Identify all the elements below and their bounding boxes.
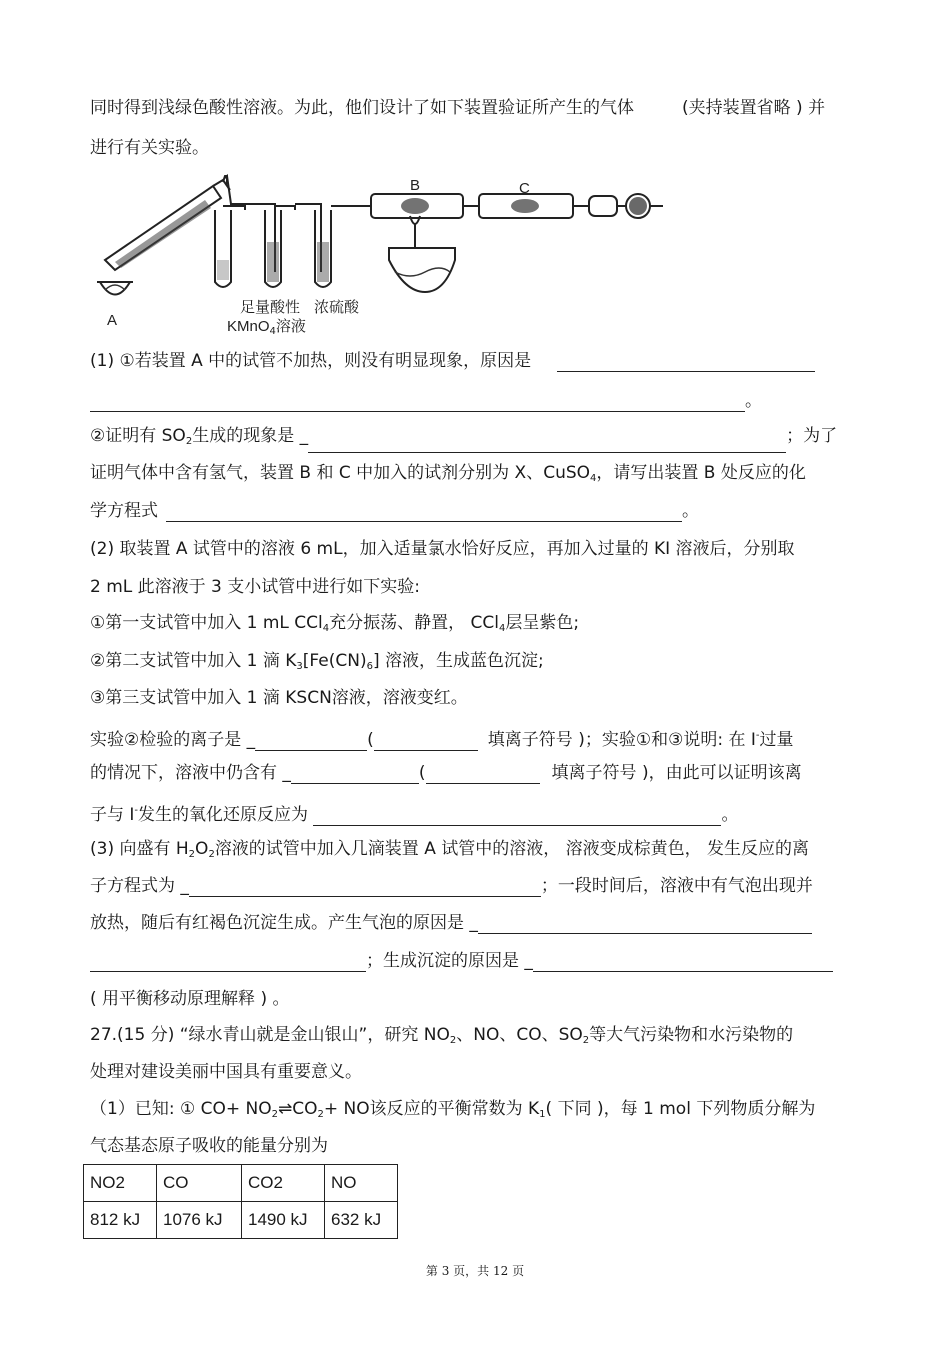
q3-text: (3) 向盛有 H <box>90 839 189 859</box>
equilibrium-arrow-icon: ⇌ <box>277 1099 293 1119</box>
kmno4-subscript: 4 <box>269 326 276 337</box>
q2-exp-3: ③第三支试管中加入 1 滴 KSCN溶液，溶液变红。 <box>90 688 468 708</box>
q2-result-2 <box>90 762 802 784</box>
result2-text: 的情况下，溶液中仍含有 _ <box>90 763 291 783</box>
result1-text: 实验②检验的离子是 _ <box>90 730 256 750</box>
result3-text: 子与 I <box>90 805 135 825</box>
q27-line-3 <box>90 1098 815 1126</box>
answer-blank[interactable] <box>90 393 745 412</box>
q1-line-1 <box>90 350 815 372</box>
subscript: 2 <box>188 849 196 860</box>
answer-blank[interactable] <box>557 353 815 372</box>
q3-line-4 <box>90 950 833 972</box>
q27-eq-text-b: CO <box>292 1099 318 1119</box>
q27-eq-text-d: ( 下同 )，每 1 mol 下列物质分解为 <box>545 1099 816 1119</box>
subscript: 2 <box>449 1035 457 1046</box>
table-row <box>84 1165 398 1202</box>
answer-blank-underline <box>374 732 478 751</box>
q2-line-1: (2) 取装置 A 试管中的溶液 6 mL，加入适量氯水恰好反应，再加入过量的 KI 溶液后，分别取 <box>90 539 795 559</box>
intro-line-1 <box>90 97 825 119</box>
intro-line-2: 进行有关实验。 <box>90 138 209 158</box>
exp2-text: ②第二支试管中加入 1 滴 K <box>90 651 297 671</box>
subscript: 2 <box>271 1109 278 1120</box>
q1-line-4 <box>90 462 806 490</box>
answer-blank[interactable] <box>478 915 812 934</box>
subscript: 4 <box>499 623 506 634</box>
q27-eq-text: （1）已知: ① CO+ NO <box>90 1099 272 1119</box>
q3-text-c: 溶液的试管中加入几滴装置 A 试管中的溶液， 溶液变成棕黄色， 发生反应的离 <box>214 839 810 859</box>
table-cell: 1490 kJ <box>242 1202 325 1239</box>
q1-so2-text-c: ；为了 <box>786 426 838 446</box>
page-footer: 第 3 页，共 12 页 <box>425 1264 525 1278</box>
intro-text-a: 同时得到浅绿色酸性溶液。为此，他们设计了如下装置验证所产生的气体 <box>90 98 634 118</box>
result2-text-b: 填离子符号 )，由此可以证明该离 <box>551 763 802 783</box>
table-cell: 632 kJ <box>325 1202 398 1239</box>
q2-exp-1 <box>90 612 579 640</box>
subscript: 2 <box>317 1109 324 1120</box>
period: 。 <box>682 501 699 521</box>
q27-line-2: 处理对建设美丽中国具有重要意义。 <box>90 1062 362 1082</box>
exp1-text: ①第一支试管中加入 1 mL CCl <box>90 613 323 633</box>
q1-text: (1) ①若装置 A 中的试管不加热，则没有明显现象，原因是 <box>90 351 532 371</box>
answer-blank[interactable] <box>255 732 367 751</box>
subscript: 2 <box>208 849 215 860</box>
answer-blank[interactable] <box>308 434 786 453</box>
q1-so2-text-b: 生成的现象是 _ <box>192 426 309 446</box>
answer-blank[interactable] <box>533 953 833 972</box>
period: 。 <box>745 391 762 411</box>
table-row <box>84 1202 398 1239</box>
table-header-cell: NO <box>325 1165 398 1202</box>
q2-result-3 <box>90 800 738 826</box>
q27-text-b: 、NO、CO、SO <box>456 1025 583 1045</box>
answer-blank[interactable] <box>291 765 419 784</box>
answer-blank[interactable] <box>90 953 366 972</box>
table-cell: 1076 kJ <box>157 1202 242 1239</box>
table-cell: 812 kJ <box>84 1202 157 1239</box>
q1-h2-text-b: ，请写出装置 B 处反应的化 <box>596 463 806 483</box>
q3-bubble-text: 放热，随后有红褐色沉淀生成。产生气泡的原因是 _ <box>90 913 478 933</box>
answer-blank-underline <box>426 765 540 784</box>
q3-text-b: O <box>195 839 209 859</box>
q1-line-2 <box>90 390 762 412</box>
figure-label-b: B <box>410 177 421 194</box>
paren: ( <box>418 763 426 783</box>
superscript: - <box>134 805 139 816</box>
q1-line-5 <box>90 500 699 522</box>
kmno4-solution-text: 溶液 <box>275 317 306 335</box>
intro-text-b: (夹持装置省略 ) 并 <box>682 98 826 118</box>
result1-text-c: 过量 <box>759 730 794 750</box>
q1-equation-text: 学方程式 <box>90 501 158 521</box>
answer-blank[interactable] <box>166 503 682 522</box>
figure-label-kmno4-line2 <box>227 317 306 341</box>
answer-blank[interactable] <box>189 878 541 897</box>
kmno4-formula: KMnO <box>227 318 270 335</box>
q3-line-5: ( 用平衡移动原理解释 ) 。 <box>90 989 290 1009</box>
exp2-text-c: ] 溶液，生成蓝色沉淀; <box>372 651 544 671</box>
exp1-text-c: 层呈紫色; <box>505 613 580 633</box>
exp1-text-b: 充分振荡、静置， CCl <box>329 613 500 633</box>
exp2-text-b: [Fe(CN) <box>302 651 367 671</box>
q3-line-2 <box>90 875 813 897</box>
table-header-cell: NO2 <box>84 1165 157 1202</box>
subscript: 2 <box>185 436 193 447</box>
q3-ion-eq-text-b: ；一段时间后，溶液中有气泡出现并 <box>540 876 813 896</box>
table-header-cell: CO2 <box>242 1165 325 1202</box>
experiment-apparatus-figure <box>95 172 675 332</box>
paren: ( <box>367 730 374 750</box>
q27-text: 27.(15 分) “绿水青山就是金山银山”，研究 NO <box>90 1025 450 1045</box>
result1-text-b: 填离子符号 )；实验①和③说明: 在 I <box>487 730 756 750</box>
table-header-cell: CO <box>157 1165 242 1202</box>
figure-label-a: A <box>107 312 118 329</box>
q1-so2-text: ②证明有 SO <box>90 426 186 446</box>
q2-exp-2 <box>90 650 544 678</box>
q2-line-2: 2 mL 此溶液于 3 支小试管中进行如下实验: <box>90 577 421 597</box>
figure-label-c: C <box>519 180 530 197</box>
q27-line-1 <box>90 1024 793 1052</box>
subscript: 2 <box>582 1035 590 1046</box>
energy-table <box>83 1164 398 1239</box>
q2-result-1 <box>90 725 793 751</box>
q3-ion-eq-text: 子方程式为 _ <box>90 876 189 896</box>
result3-text-b: 发生的氧化还原反应为 <box>138 805 314 825</box>
q27-eq-text-c: + NO该反应的平衡常数为 K <box>323 1099 540 1119</box>
q1-line-3 <box>90 425 837 453</box>
period: 。 <box>721 805 739 825</box>
subscript: 4 <box>322 623 330 634</box>
subscript: 4 <box>590 473 597 484</box>
q27-line-4: 气态基态原子吸收的能量分别为 <box>90 1136 328 1156</box>
subscript: 1 <box>539 1109 546 1120</box>
figure-label-kmno4-line1: 足量酸性 <box>240 298 301 316</box>
superscript: - <box>755 730 760 741</box>
figure-label-h2so4: 浓硫酸 <box>314 298 360 316</box>
subscript: 3 <box>296 661 303 672</box>
q3-line-1 <box>90 838 809 866</box>
q27-text-c: 等大气污染物和水污染物的 <box>589 1025 794 1045</box>
answer-blank[interactable] <box>313 807 721 826</box>
q3-line-3 <box>90 912 812 934</box>
q3-precipitate-text: ；生成沉淀的原因是 _ <box>366 951 533 971</box>
subscript: 6 <box>366 661 373 672</box>
q1-h2-text: 证明气体中含有氢气，装置 B 和 C 中加入的试剂分别为 X、CuSO <box>90 463 591 483</box>
